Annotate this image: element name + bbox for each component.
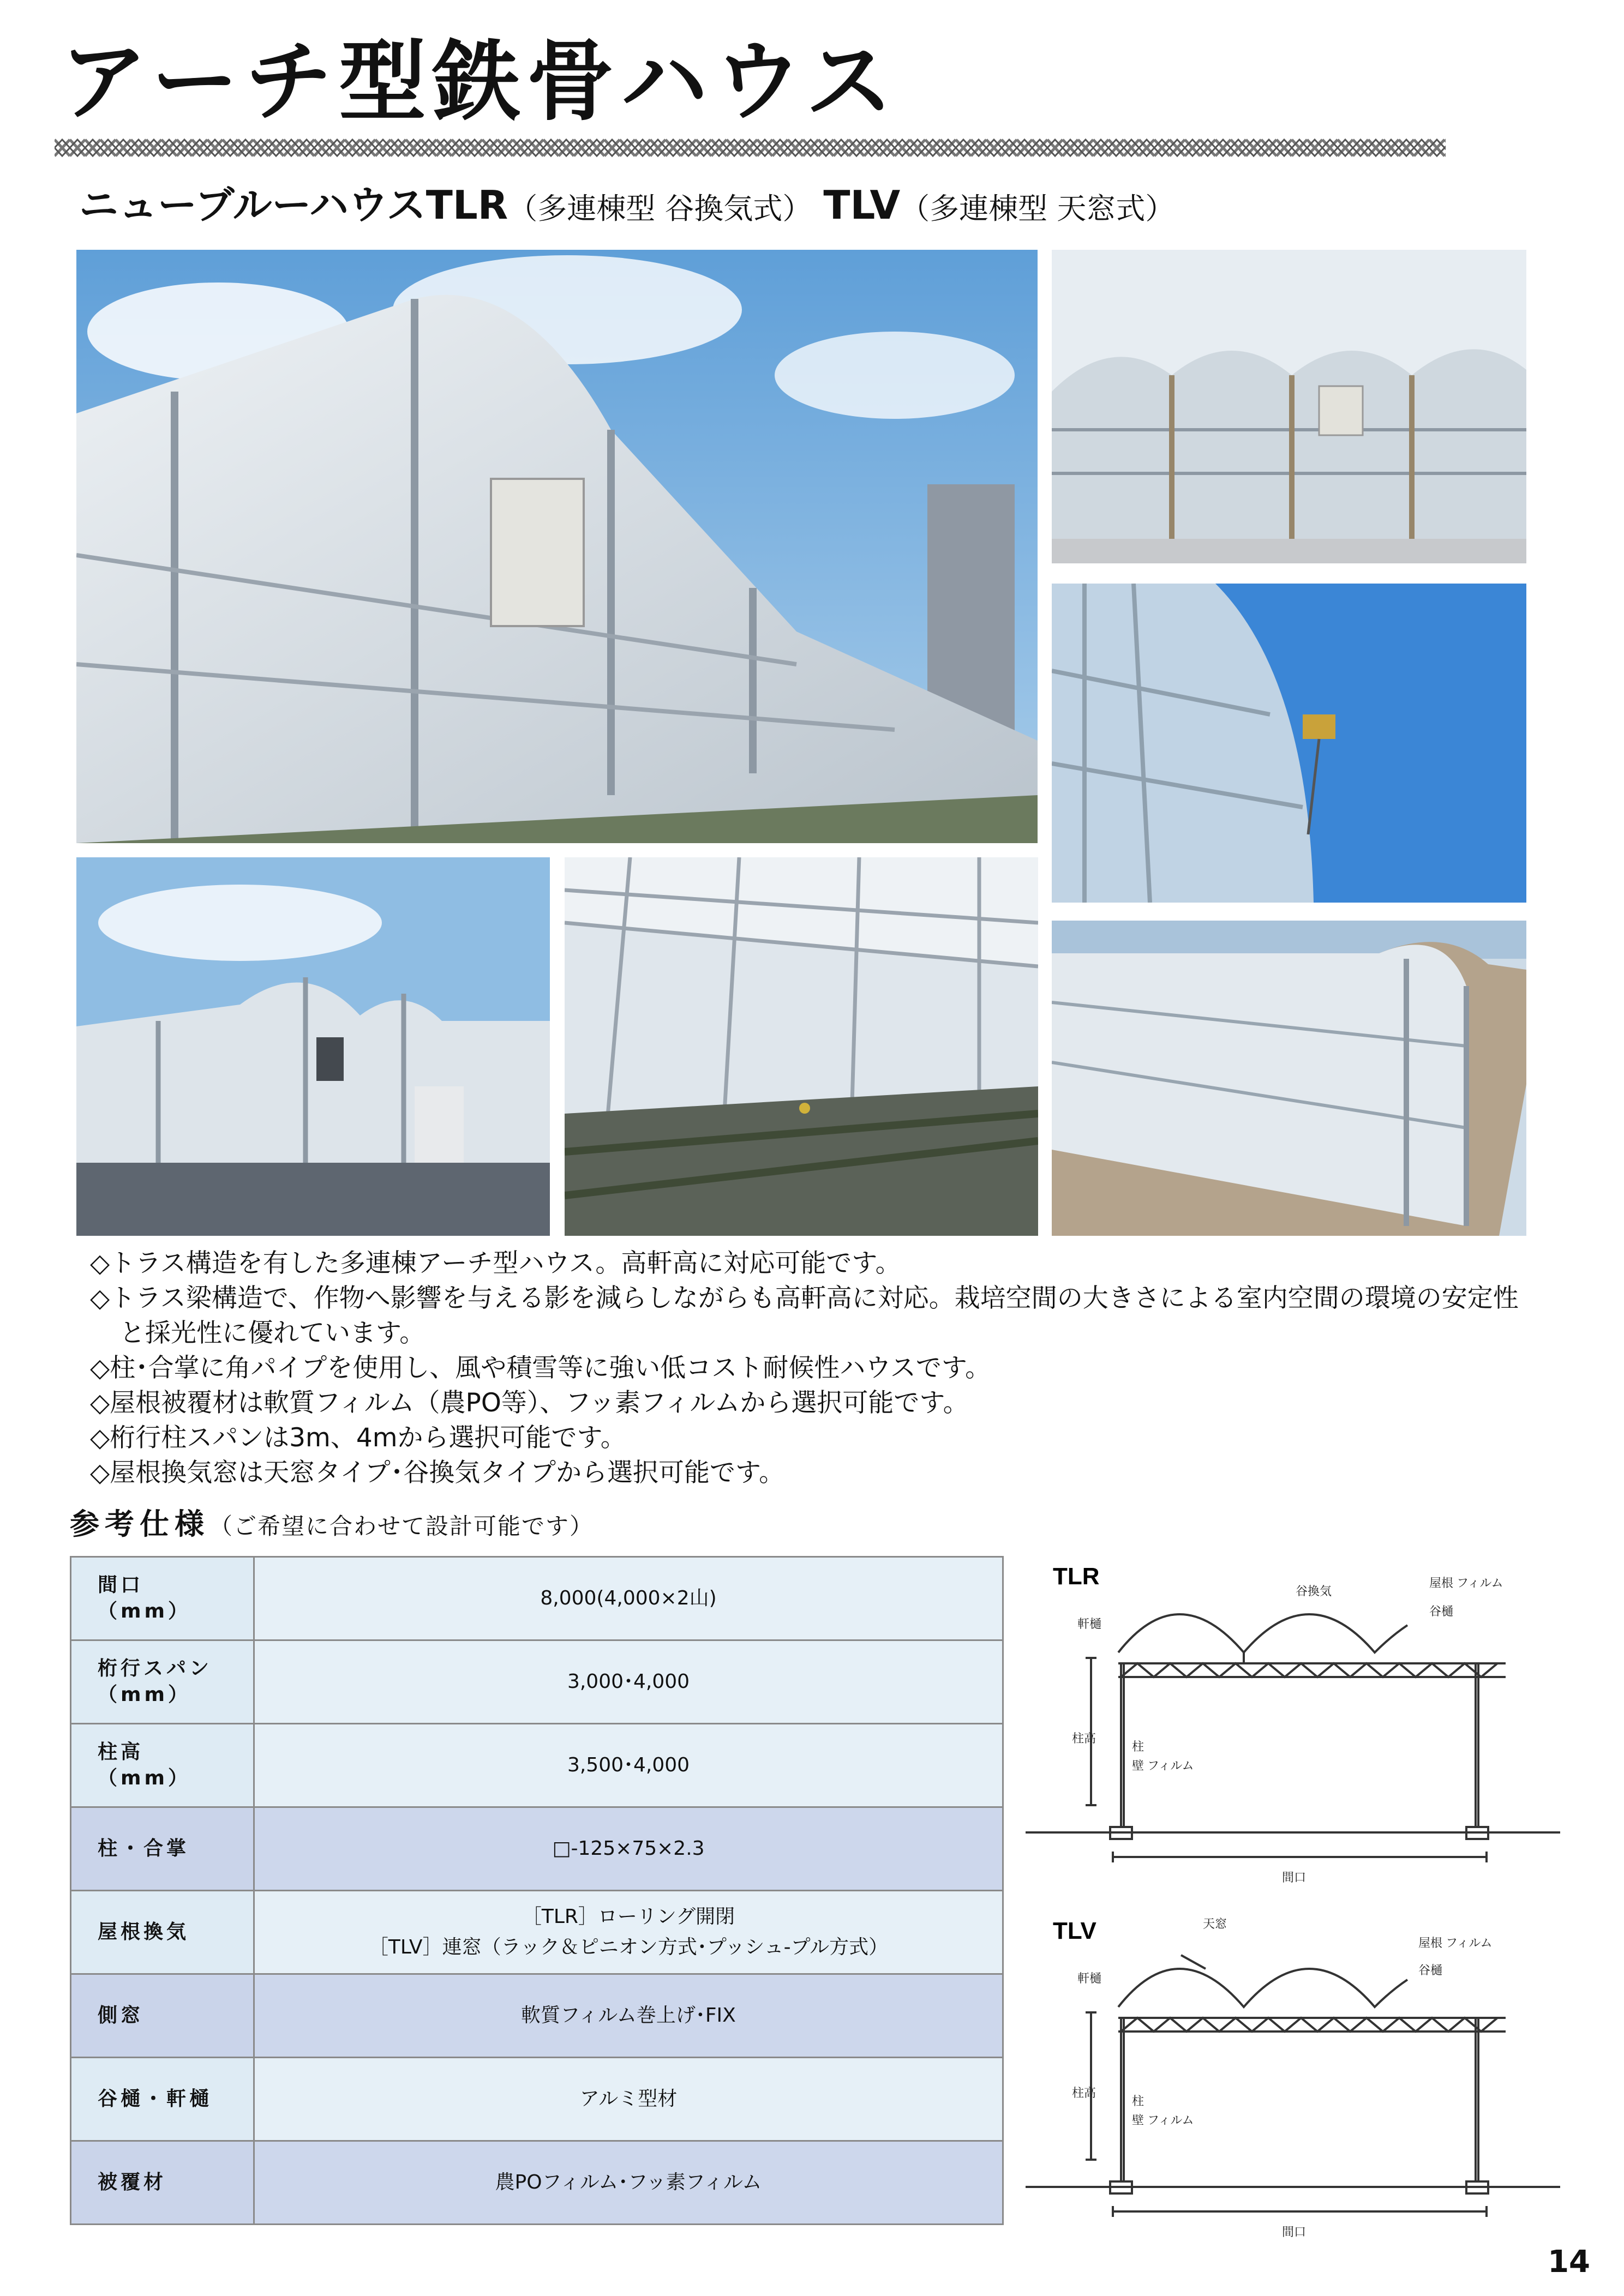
- spec-label-cell: [71, 1557, 254, 1640]
- spec-value: 3,500･4,000: [254, 1724, 1003, 1807]
- product-note-tlv: （多連棟型 天窓式）: [900, 191, 1175, 226]
- photo-greenhouse-aerial-side: [1052, 921, 1526, 1236]
- spec-value: 軟質フィルム巻上げ･FIX: [254, 1974, 1003, 2058]
- feature-item: ◇柱･合掌に角パイプを使用し、風や積雪等に強い低コスト耐候性ハウスです。: [90, 1353, 991, 1383]
- label-column: 柱: [1132, 1740, 1144, 1753]
- spec-row-bay-span: [71, 1640, 1003, 1724]
- spec-label: 桁行スパン: [98, 1657, 213, 1680]
- spec-label: 被覆材: [98, 2171, 167, 2193]
- spec-label: 間口: [98, 1574, 144, 1596]
- spec-label: 柱・合掌: [98, 1837, 190, 1860]
- spec-label: 柱高: [98, 1741, 144, 1763]
- feature-item: ◇桁行柱スパンは3m、4mから選択可能です。: [90, 1423, 626, 1453]
- label-column: 柱: [1132, 2094, 1144, 2108]
- diagram-tlv: [1026, 1909, 1560, 2247]
- photo-greenhouse-entrance-parking: [76, 857, 550, 1236]
- spec-heading: [70, 1507, 594, 1541]
- spec-label: 屋根換気: [98, 1921, 190, 1943]
- page-title: アーチ型鉄骨ハウス: [60, 31, 900, 133]
- photo-greenhouse-interior-truss: [565, 857, 1038, 1236]
- diagram-title: TLV: [1053, 1918, 1096, 1944]
- spec-unit: （mm）: [98, 1600, 191, 1622]
- spec-row-span: [71, 1557, 1003, 1640]
- feature-item: ◇屋根換気窓は天窓タイプ･谷換気タイプから選択可能です。: [90, 1458, 785, 1488]
- label-column-height: 柱高: [1072, 1732, 1096, 1745]
- spec-heading-note: （ご希望に合わせて設計可能です）: [209, 1513, 594, 1540]
- spec-label-cell: [71, 2141, 254, 2225]
- label-roof-film: 屋根 フィルム: [1429, 1576, 1503, 1590]
- spec-value-line2: ［TLV］連窓（ラック＆ピニオン方式･プッシュ-プル方式）: [368, 1936, 889, 1958]
- spec-row-covering: [71, 2141, 1003, 2225]
- spec-value: 農POフィルム･フッ素フィルム: [254, 2141, 1003, 2225]
- photo-roof-vent-motor-sky: [1052, 584, 1526, 903]
- product-note-tlr: （多連棟型 谷換気式）: [508, 191, 812, 226]
- spec-value: ［TLR］ローリング開閉: [522, 1906, 735, 1928]
- decorative-zigzag-divider: [55, 136, 1446, 159]
- spec-unit: （mm）: [98, 1767, 191, 1789]
- label-skylight: 天窓: [1203, 1917, 1227, 1931]
- page-number: 14: [1548, 2244, 1590, 2280]
- spec-label-cell: [71, 1974, 254, 2058]
- label-valley-vent: 谷換気: [1296, 1584, 1332, 1598]
- spec-value: アルミ型材: [254, 2058, 1003, 2141]
- label-wall-film: 壁 フィルム: [1132, 1759, 1194, 1772]
- label-eave-gutter: 軒樋: [1077, 1617, 1102, 1631]
- spec-unit: （mm）: [98, 1684, 191, 1706]
- feature-item: ◇トラス構造を有した多連棟アーチ型ハウス。高軒高に対応可能です。: [90, 1248, 901, 1278]
- spec-row-column-rafter: [71, 1807, 1003, 1891]
- feature-list: [90, 1246, 1536, 1490]
- feature-item: ◇トラス梁構造で、作物へ影響を与える影を減らしながらも高軒高に対応。栽培空間の大きさによる室内空間の環境の安定性と採光性に優れています。: [90, 1283, 1519, 1348]
- spec-row-gutters: [71, 2058, 1003, 2141]
- label-span: 間口: [1282, 1871, 1307, 1884]
- label-wall-film: 壁 フィルム: [1132, 2113, 1194, 2127]
- spec-value-cell: [254, 1891, 1003, 1974]
- label-span: 間口: [1282, 2225, 1307, 2239]
- spec-row-side-window: [71, 1974, 1003, 2058]
- label-valley-gutter: 谷樋: [1429, 1604, 1454, 1618]
- spec-value: 3,000･4,000: [254, 1640, 1003, 1724]
- diagram-tlr: [1026, 1554, 1560, 1892]
- product-name-tlr: ニューブルーハウスTLR: [79, 182, 508, 228]
- photo-greenhouse-exterior-main: [76, 250, 1038, 843]
- spec-label: 谷樋・軒樋: [98, 2088, 213, 2110]
- label-eave-gutter: 軒樋: [1077, 1972, 1102, 1985]
- spec-row-roof-vent: [71, 1891, 1003, 1974]
- feature-item: ◇屋根被覆材は軟質フィルム（農PO等）、フッ素フィルムから選択可能です。: [90, 1388, 969, 1418]
- spec-row-column-height: [71, 1724, 1003, 1807]
- product-subtitle: [79, 182, 1175, 228]
- spec-label: 側窓: [98, 2004, 144, 2027]
- label-roof-film: 屋根 フィルム: [1418, 1936, 1493, 1950]
- spec-label-cell: [71, 2058, 254, 2141]
- photo-greenhouse-multi-span-front: [1052, 250, 1526, 563]
- spec-table: [70, 1556, 1004, 2225]
- spec-heading-text: 参考仕様: [70, 1507, 209, 1541]
- spec-label-cell: [71, 1891, 254, 1974]
- diagram-title: TLR: [1053, 1563, 1100, 1590]
- label-column-height: 柱高: [1072, 2086, 1096, 2100]
- spec-value: 8,000(4,000×2山): [254, 1557, 1003, 1640]
- label-valley-gutter: 谷樋: [1418, 1963, 1443, 1977]
- spec-label-cell: [71, 1640, 254, 1724]
- spec-value: □-125×75×2.3: [254, 1807, 1003, 1891]
- spec-label-cell: [71, 1724, 254, 1807]
- spec-label-cell: [71, 1807, 254, 1891]
- product-name-tlv: TLV: [823, 182, 901, 228]
